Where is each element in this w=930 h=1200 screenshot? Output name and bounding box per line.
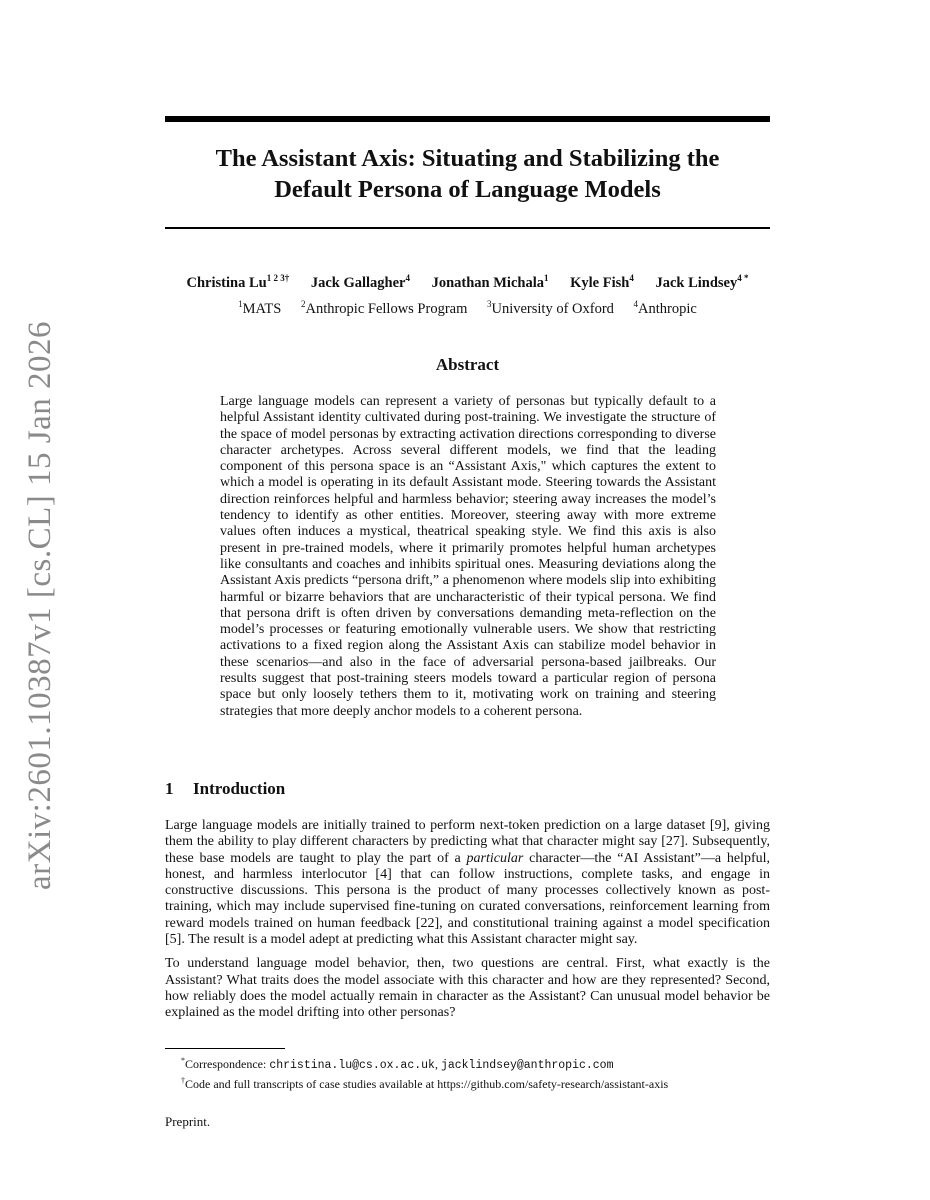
intro-paragraph-2: To understand language model behavior, then, two questions are central. First, what exactly is the Assistant? What traits does the model associate with this character and how are they represented? Second, how reliably does the model actually remain in character as the Assistant? Can unusual model behavior be explained as the model drifting into other personas? [165, 956, 770, 1021]
footnote-text: Code and full transcripts of case studies available at https://github.com/safety-research/assistant-axis [185, 1077, 669, 1091]
affiliation-mark: 4 [633, 299, 639, 309]
affiliation [301, 294, 467, 319]
author-affiliation-mark: 4 [629, 273, 634, 283]
author-name: Kyle Fish [570, 275, 630, 291]
affiliation-mark: 2 [300, 299, 306, 309]
footnote-code-link [165, 1073, 770, 1092]
author [655, 268, 748, 293]
section-title: Introduction [193, 779, 286, 798]
intro-paragraph-1 [165, 818, 770, 948]
footnotes [165, 1053, 770, 1092]
affiliation-mark: 1 [238, 299, 243, 309]
intro-paragraph-1-text: Large language models are initially trained to perform next-token prediction on a large dataset [9], giving them the ability to play different characters by predicting what that character might say [27]. Subsequently, these base models are taught to play the part of a [165, 818, 770, 866]
author-list [165, 268, 770, 293]
paper-title-line-1: The Assistant Axis: Situating and Stabilizing the [215, 145, 720, 172]
affiliation-name: University of Oxford [491, 301, 614, 317]
author [432, 268, 549, 293]
abstract-body: Large language models can represent a variety of personas but typically default to a helpful Assistant identity cultivated during post-training. We investigate the structure of the space of model personas by extracting activation directions corresponding to diverse character archetypes. Across several different models, we find that the leading component of this persona space is an “Assistant Axis," which captures the extent to which a model is operating in its default Assistant mode. Steering towards the Assistant direction reinforces helpful and harmless behavior; steering away increases the model’s tendency to identify as other entities. Moreover, steering away with more extreme values often induces a mystical, theatrical speaking style. We find this axis is also present in pre-trained models, where it primarily promotes helpful human archetypes like consultants and coaches and inhibits spiritual ones. Measuring deviations along the Assistant Axis predicts “persona drift,” a phenomenon where models slip into exhibiting harmful or bizarre behaviors that are uncharacteristic of their typical persona. We find that persona drift is often driven by conversations demanding meta-reflection on the model’s processes or featuring emotionally vulnerable users. We show that restricting activations to a fixed region along the Assistant Axis can stabilize model behavior in these scenarios—and also in the face of adversarial persona-based jailbreaks. Our results suggest that post-training steers models toward a particular region of persona space but only loosely tethers them to it, motivating work on training and steering strategies that more deeply anchor models to a coherent persona. [220, 394, 716, 719]
footnote-mark: * [181, 1056, 185, 1065]
section-heading-introduction [165, 779, 770, 799]
intro-paragraph-1-text-cont: character—the “AI Assistant”—a helpful, honest, and harmless interlocutor [4] that can follow instructions, complete tasks, and engage in constructive discussions. This persona is the product of many processes collectively known as post-training, which may include supervised fine-tuning on curated conversations, reinforcement learning from reward models trained on human feedback [22], and constitutional training against a model specification [5]. The result is a model adept at predicting what this Assistant character might say. [165, 850, 770, 948]
author [187, 268, 290, 293]
title-top-rule [165, 116, 770, 122]
affiliation-name: MATS [242, 301, 282, 317]
section-number: 1 [165, 779, 174, 798]
title-bottom-rule [165, 227, 770, 229]
email-link[interactable]: jacklindsey@anthropic.com [440, 1059, 614, 1072]
affiliation-name: Anthropic Fellows Program [305, 301, 468, 317]
author-name: Christina Lu [186, 275, 267, 291]
author-affiliation-mark: 1 [543, 273, 549, 283]
author-affiliation-mark: 4 * [737, 273, 749, 283]
abstract-heading: Abstract [435, 355, 500, 374]
paper-title [165, 143, 770, 205]
arxiv-identifier-text: arXiv:2601.10387v1 [cs.CL] 15 Jan 2026 [21, 320, 58, 890]
author-name: Jonathan Michala [431, 275, 544, 291]
footnote-label: Correspondence: [185, 1057, 270, 1071]
footnote-rule [165, 1048, 285, 1049]
affiliation [487, 294, 614, 319]
affiliation [634, 294, 697, 319]
intro-emphasis: particular [466, 850, 524, 866]
paper-title-line-2: Default Persona of Language Models [274, 176, 661, 203]
footnote-mark: † [181, 1076, 185, 1085]
affiliation-name: Anthropic [638, 301, 697, 317]
author-name: Jack Gallagher [310, 275, 406, 291]
affiliation-list [165, 294, 770, 319]
author-affiliation-mark: 4 [405, 273, 410, 283]
email-link[interactable]: christina.lu@cs.ox.ac.uk [269, 1059, 435, 1072]
author-name: Jack Lindsey [655, 275, 738, 291]
author [311, 268, 410, 293]
affiliation [238, 294, 281, 319]
author-affiliation-mark: 1 2 3† [266, 273, 290, 283]
introduction-body [165, 818, 770, 1030]
preprint-footer: Preprint. [165, 1114, 211, 1129]
author [570, 268, 634, 293]
footnote-correspondence [165, 1053, 770, 1073]
footnote-separator: , [434, 1057, 441, 1071]
arxiv-identifier-stamp [10, 320, 70, 890]
affiliation-mark: 3 [487, 299, 492, 309]
